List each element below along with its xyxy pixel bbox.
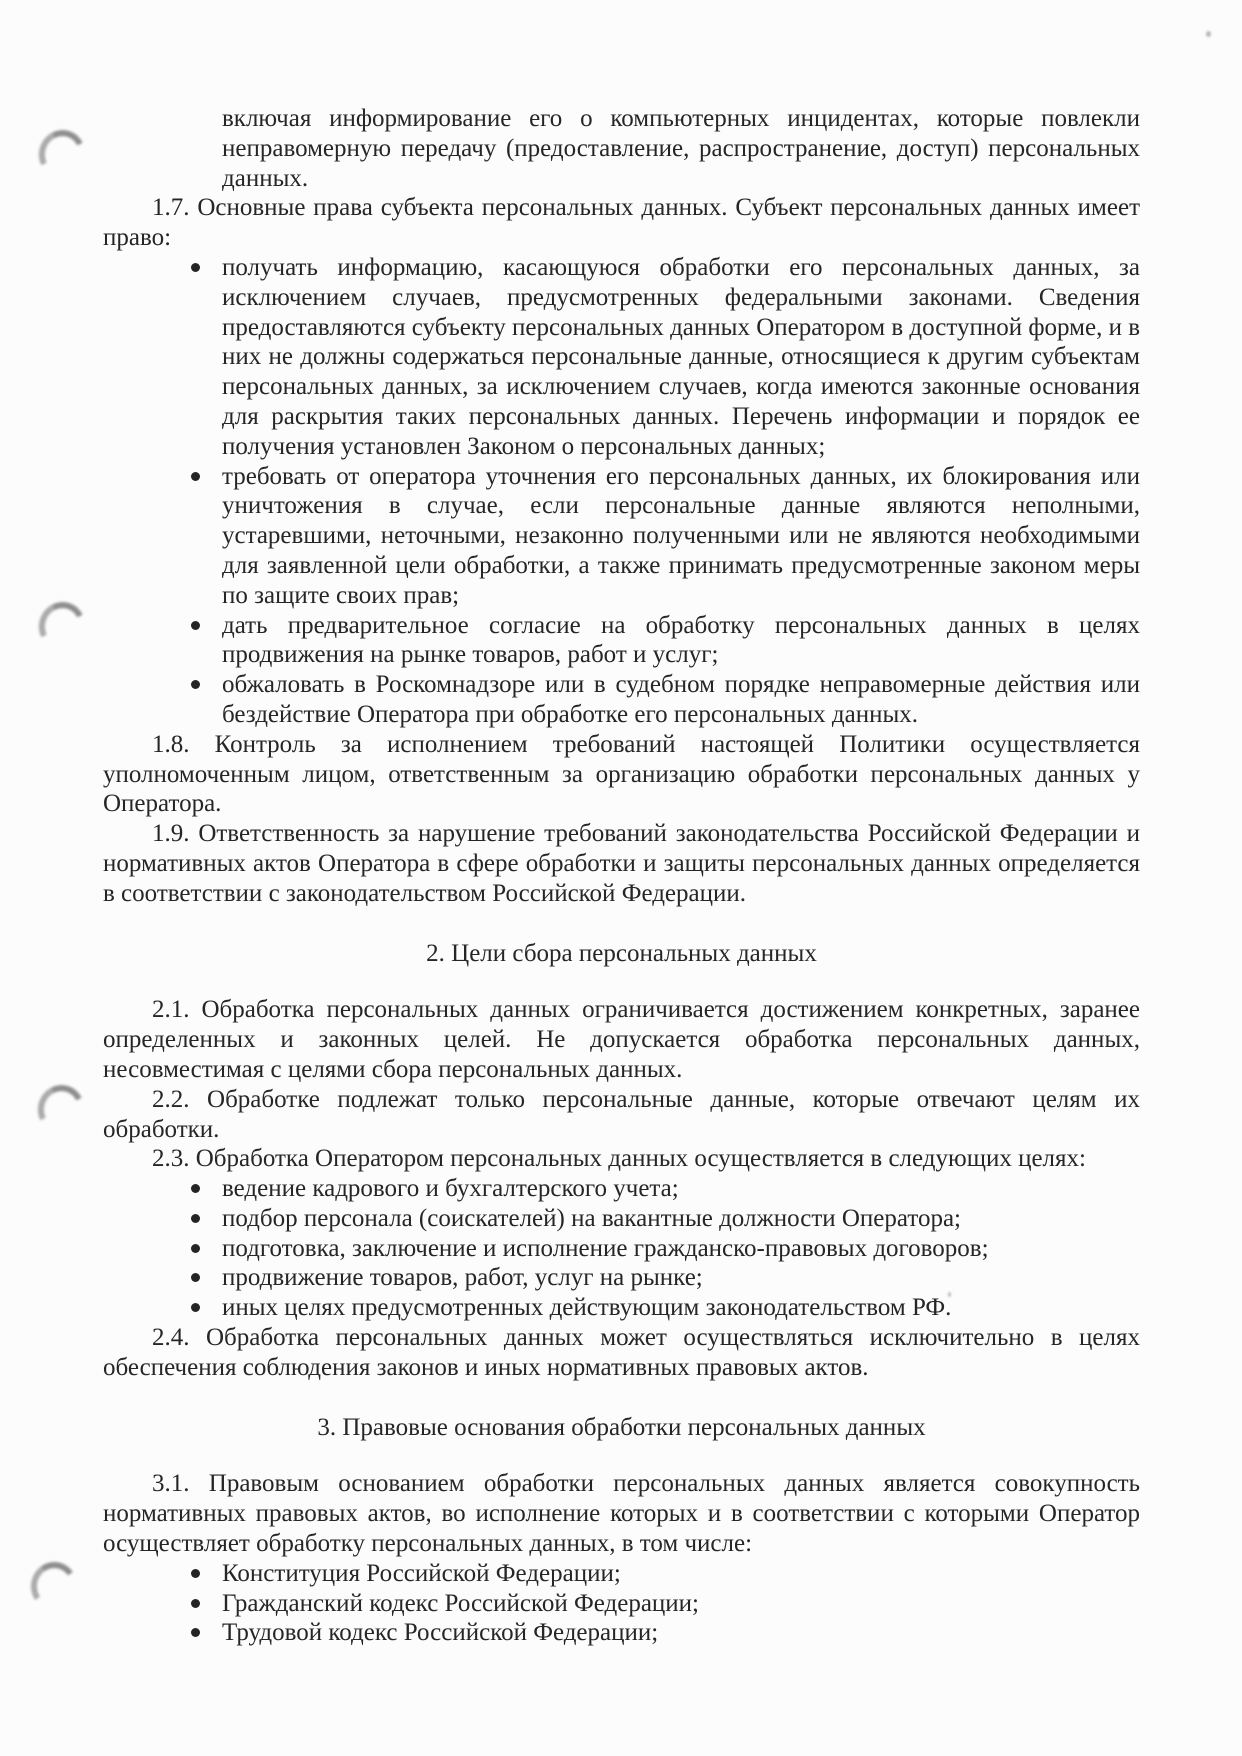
bullet-icon [191, 1599, 200, 1608]
scan-artifact-crescent [33, 124, 92, 184]
list-item-text: обжаловать в Роскомнадзоре или в судебном порядке неправомерные действия или бездействие Оператора при обработке его персональных данных. [222, 671, 1140, 728]
bullet-icon [191, 263, 200, 272]
list-item [222, 462, 1140, 611]
bullet-icon [191, 1214, 200, 1223]
list-item [222, 253, 1140, 462]
section-heading-goals: 2. Цели сбора персональных данных [426, 939, 817, 967]
scan-artifact-crescent [32, 1079, 91, 1139]
list-item-text: продвижение товаров, работ, услуг на рынке; [222, 1264, 703, 1292]
list-item-text: подготовка, заключение и исполнение гражданско-правовых договоров; [222, 1234, 989, 1262]
list-item [222, 1174, 1140, 1204]
bullet-icon [191, 621, 200, 630]
bullet-icon [191, 1303, 200, 1312]
bullet-icon [191, 680, 200, 689]
scan-artifact-crescent [33, 596, 92, 656]
bullet-icon [191, 472, 200, 481]
paragraph-2-2: 2.2. Обработке подлежат только персональные данные, которые отвечают целям их обработки. [103, 1085, 1140, 1143]
paragraph-1-8: 1.8. Контроль за исполнением требований настоящей Политики осуществляется уполномоченным лицом, ответственным за организацию обработки персональных данных у Оператора. [103, 730, 1140, 818]
list-item [222, 1589, 1140, 1619]
list-item [222, 1204, 1140, 1234]
list-item-text: требовать от оператора уточнения его персональных данных, их блокирования или уничтожения в случае, если персональные данные являются неполными, устаревшими, неточными, незаконно полученными или не являются необходимыми для заявленной цели обработки, а также принимать предусмотренные законом меры по защите своих прав; [222, 462, 1140, 609]
list-item-text: получать информацию, касающуюся обработки его персональных данных, за исключением случаев, предусмотренных федеральными законами. Сведения предоставляются субъекту персональных данных Оператором в доступной форме, и в них не должны содержаться персональные данные, относящиеся к другим субъектам персональных данных, за исключением случаев, когда имеются законные основания для раскрытия таких персональных данных. Перечень информации и порядок ее получения установлен Законом о персональных данных; [222, 253, 1141, 460]
list-item [222, 1234, 1140, 1264]
list-item [222, 1559, 1140, 1589]
bullet-icon [191, 1273, 200, 1282]
list-item [222, 611, 1140, 671]
list-item-text: дать предварительное согласие на обработку персональных данных в целях продвижения на рынке товаров, работ и услуг; [222, 611, 1140, 669]
section-heading-legal-basis: 3. Правовые основания обработки персональных данных [317, 1413, 926, 1441]
paragraph-1-9: 1.9. Ответственность за нарушение требований законодательства Российской Федерации и нормативных актов Оператора в сфере обработки и защиты персональных данных определяется в соответствии с законодательством Российской Федерации. [103, 820, 1140, 907]
paragraph-1-7: 1.7. Основные права субъекта персональных данных. Субъект персональных данных имеет право: [103, 194, 1140, 252]
bullet-icon [191, 1628, 200, 1637]
paragraph-2-3: 2.3. Обработка Оператором персональных данных осуществляется в следующих целях: [152, 1145, 1086, 1173]
scan-artifact-crescent [27, 1558, 81, 1613]
scan-artifact-speck [1206, 31, 1211, 37]
paragraph-3-1: 3.1. Правовым основанием обработки персональных данных является совокупность нормативных правовых актов, во исполнение которых и в соответствии с которыми Оператор осуществляет обработку персональных данных, в том числе: [103, 1470, 1140, 1558]
list-item [222, 1618, 1140, 1648]
paragraph-2-4: 2.4. Обработка персональных данных может осуществляться исключительно в целях обеспечения соблюдения законов и иных нормативных правовых актов. [103, 1324, 1140, 1381]
bullet-icon [191, 1244, 200, 1253]
list-item-text: Трудовой кодекс Российской Федерации; [222, 1619, 659, 1647]
list-item-text: подбор персонала (соискателей) на вакантные должности Оператора; [222, 1204, 961, 1232]
document-content [103, 104, 1140, 1648]
bullet-icon [191, 1184, 200, 1193]
bullet-icon [191, 1569, 200, 1578]
list-item [222, 1263, 1140, 1293]
list-item [222, 670, 1140, 730]
purposes-list [103, 1174, 1140, 1323]
paragraph-2-1: 2.1. Обработка персональных данных ограничивается достижением конкретных, заранее определенных и законных целей. Не допускается обработка персональных данных, несовместимая с целями сбора персональных данных. [103, 996, 1140, 1083]
list-item-text: ведение кадрового и бухгалтерского учета; [222, 1175, 679, 1203]
rights-list [103, 253, 1140, 730]
list-item-text: Конституция Российской Федерации; [222, 1559, 621, 1587]
list-item-text: Гражданский кодекс Российской Федерации; [222, 1589, 700, 1617]
paragraph-continuation: включая информирование его о компьютерных инцидентах, которые повлекли неправомерную передачу (предоставление, распространение, доступ) персональных данных. [222, 105, 1140, 192]
list-item-text: иных целях предусмотренных действующим законодательством РФ. [222, 1294, 952, 1322]
legal-basis-list [103, 1559, 1140, 1648]
list-item [222, 1293, 1140, 1323]
